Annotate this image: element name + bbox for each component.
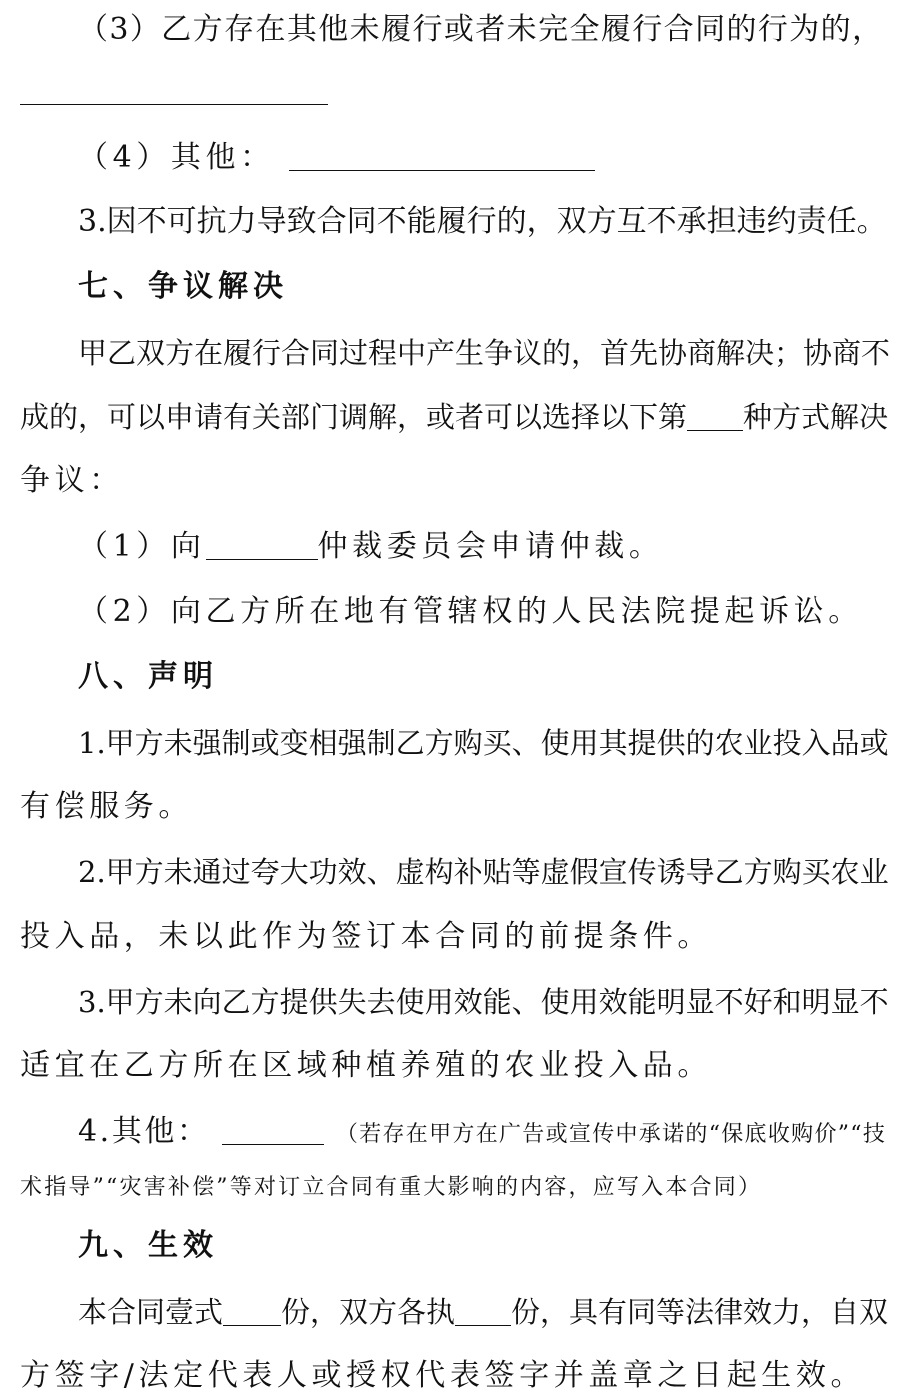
litigation-option bbox=[78, 592, 890, 632]
effective-text-c: 份，具有同等法律效力，自双 bbox=[511, 1295, 889, 1329]
declaration-4-text-a: 4.其他： bbox=[78, 1114, 210, 1149]
declaration-3-line-2 bbox=[20, 1046, 890, 1086]
declaration-1-line-2 bbox=[20, 787, 890, 827]
section-heading-9-text: 九、生效 bbox=[78, 1228, 218, 1263]
declaration-3-line-1 bbox=[78, 982, 890, 1022]
fill-blank-other bbox=[289, 140, 595, 171]
declaration-2-text-a: 2.甲方未通过夸大功效、虚构补贴等虚假宣传诱导乙方购买农业 bbox=[78, 855, 889, 889]
clause-item-3 bbox=[78, 10, 890, 50]
declaration-3-text-a: 3.甲方未向乙方提供失去使用效能、使用效能明显不好和明显不 bbox=[78, 985, 889, 1019]
force-majeure-clause bbox=[78, 202, 890, 242]
arbitration-text-a: （1）向 bbox=[78, 529, 206, 564]
dispute-text-2a: 成的，可以申请有关部门调解，或者可以选择以下第 bbox=[20, 400, 688, 434]
dispute-text-2b: 种方式解决 bbox=[743, 400, 889, 434]
declaration-1-line-1 bbox=[78, 723, 890, 763]
section-heading-8 bbox=[78, 657, 890, 697]
arbitration-option bbox=[78, 527, 890, 567]
fill-blank-copies-total bbox=[223, 1295, 281, 1326]
fill-blank-method bbox=[687, 400, 743, 431]
litigation-text: （2）向乙方所在地有管辖权的人民法院提起诉讼。 bbox=[78, 594, 863, 629]
section-heading-7-text: 七、争议解决 bbox=[78, 269, 288, 304]
effective-clause-line-1 bbox=[78, 1292, 890, 1332]
clause-item-4-text: （4）其他： bbox=[78, 140, 275, 175]
fill-blank-line bbox=[20, 104, 328, 105]
effective-text-b: 份，双方各执 bbox=[281, 1295, 456, 1329]
fill-blank-arbitration bbox=[206, 529, 318, 560]
effective-text-a: 本合同壹式 bbox=[78, 1295, 224, 1329]
declaration-4-note-a: （若存在甲方在广告或宣传中承诺的“保底收购价”“技 bbox=[335, 1122, 887, 1147]
clause-item-4 bbox=[78, 138, 890, 178]
declaration-1-text-a: 1.甲方未强制或变相强制乙方购买、使用其提供的农业投入品或 bbox=[78, 726, 889, 760]
dispute-paragraph-line-2 bbox=[20, 397, 890, 437]
declaration-4-line-1 bbox=[78, 1112, 890, 1152]
force-majeure-text: 3.因不可抗力导致合同不能履行的，双方互不承担违约责任。 bbox=[78, 204, 887, 239]
dispute-text-3: 争议： bbox=[20, 463, 124, 498]
section-heading-9 bbox=[78, 1226, 890, 1266]
fill-blank-declaration-other bbox=[222, 1114, 324, 1145]
declaration-3-text-b: 适宜在乙方所在区域种植养殖的农业投入品。 bbox=[20, 1048, 712, 1083]
declaration-2-text-b: 投入品，未以此作为签订本合同的前提条件。 bbox=[20, 919, 712, 954]
clause-item-3-text: （3）乙方存在其他未履行或者未完全履行合同的行为的， bbox=[78, 12, 884, 47]
declaration-1-text-b: 有偿服务。 bbox=[20, 789, 193, 824]
dispute-paragraph-line-3 bbox=[20, 461, 890, 501]
arbitration-text-b: 仲裁委员会申请仲裁。 bbox=[317, 529, 664, 564]
fill-blank-copies-each bbox=[455, 1295, 511, 1326]
declaration-2-line-1 bbox=[78, 852, 890, 892]
effective-clause-line-2 bbox=[20, 1356, 890, 1396]
declaration-4-note-b: 术指导”“灾害补偿”等对订立合同有重大影响的内容，应写入本合同） bbox=[20, 1175, 763, 1200]
declaration-4-line-2 bbox=[20, 1168, 890, 1208]
dispute-paragraph-line-1 bbox=[78, 333, 890, 373]
section-heading-8-text: 八、声明 bbox=[78, 659, 218, 694]
dispute-text-1: 甲乙双方在履行合同过程中产生争议的，首先协商解决；协商不 bbox=[78, 336, 891, 370]
section-heading-7 bbox=[78, 267, 890, 307]
declaration-2-line-2 bbox=[20, 917, 890, 957]
effective-text-d: 方签字/法定代表人或授权代表签字并盖章之日起生效。 bbox=[20, 1358, 866, 1393]
